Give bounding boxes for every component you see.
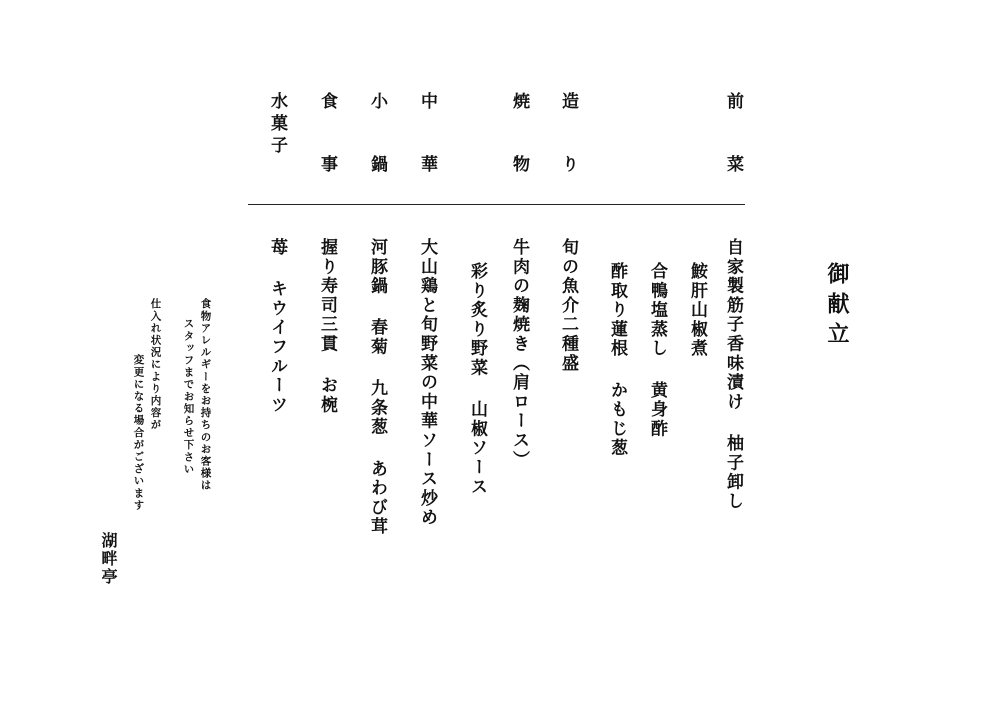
course-label-shokuji: 食 事 [317,92,337,185]
dish-item: 苺 キウイフルーツ [267,238,287,415]
dish-item: 牛肉の麹焼き（肩ロース） [509,238,529,470]
dish-item: 河豚鍋 春菊 九条葱 あわび茸 [367,238,387,537]
restaurant-name: 湖畔亭 [99,532,118,586]
dish-item: 大山鶏と旬野菜の中華ソース炒め [417,238,437,528]
course-label-tsukuri: 造 り [558,92,578,185]
dish-item: 彩り炙り野菜 山椒ソース [467,262,487,497]
course-label-yakimono: 焼 物 [509,92,529,185]
course-label-chuka: 中 華 [417,92,437,185]
course-label-mizugashi: 水菓子 [267,92,287,158]
menu-title: 御献立 [824,262,850,352]
course-label-konabe: 小 鍋 [367,92,387,185]
dish-item: 酢取り蓮根 かもじ葱 [607,262,627,458]
divider-line [248,204,745,205]
dish-item: 合鴨塩蒸し 黄身酢 [647,262,667,439]
dish-item: 鮟肝山椒煮 [687,262,707,359]
dish-item: 自家製筋子香味漬け 柚子卸し [723,238,743,512]
course-label-zensai: 前 菜 [723,92,743,185]
dish-item: 握り寿司三貫 お椀 [317,238,337,415]
allergy-note: 食物アレルギーをお持ちのお客様は [199,298,212,492]
dish-item: 旬の魚介二種盛 [558,238,578,374]
supply-note: 変更になる場合がございます [132,354,145,512]
allergy-note: スタッフまでお知らせ下さい [182,318,195,476]
supply-note: 仕入れ状況により内容が [149,298,162,432]
